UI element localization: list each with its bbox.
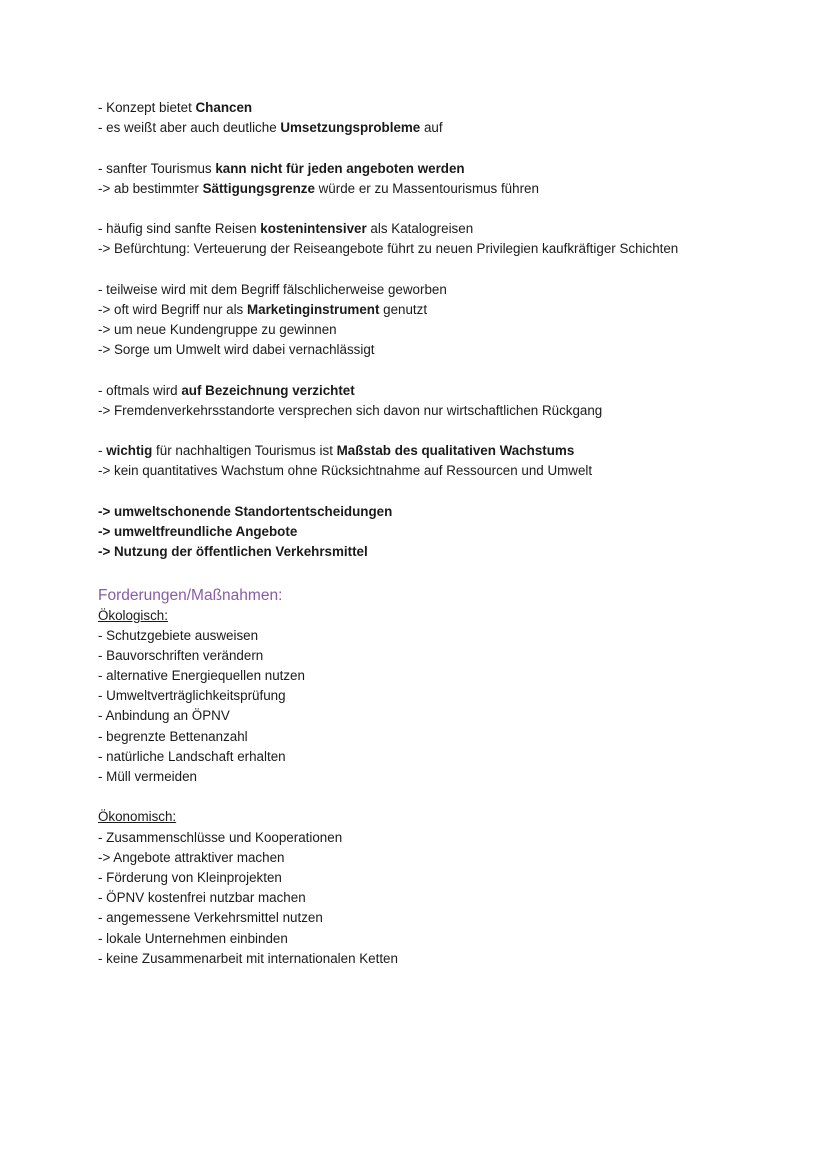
text-line	[98, 179, 778, 199]
bold-text: wichtig	[106, 443, 153, 459]
text-line	[98, 320, 778, 340]
spacer	[98, 138, 778, 158]
bold-text: Umsetzungsprobleme	[280, 120, 421, 136]
text-segment: genutzt	[379, 301, 428, 317]
subheading-oekonomisch: Ökonomisch:	[98, 809, 177, 825]
notes-blocks	[98, 98, 778, 583]
text-line	[98, 461, 778, 481]
bold-text: auf Bezeichnung verzichtet	[181, 382, 355, 398]
bold-text: Sättigungsgrenze	[202, 180, 315, 196]
bold-text: -> umweltschonende Standortentscheidungen	[98, 503, 393, 519]
spacer	[98, 360, 778, 380]
text-segment: als Katalogreisen	[366, 221, 474, 237]
spacer	[98, 482, 778, 502]
text-line	[98, 219, 778, 239]
bold-text: -> umweltfreundliche Angebote	[98, 523, 298, 539]
list-item: -> Angebote attraktiver machen	[98, 849, 285, 865]
bold-text: Maßstab des qualitativen Wachstums	[336, 443, 575, 459]
text-line	[98, 381, 778, 401]
bold-text: kostenintensiver	[260, 221, 367, 237]
oekologisch-list	[98, 626, 778, 788]
text-segment: -	[98, 443, 107, 459]
list-item: - lokale Unternehmen einbinden	[98, 930, 288, 946]
text-line	[98, 502, 778, 522]
text-segment: -> Befürchtung: Verteuerung der Reiseangebote führt zu neuen Privilegien kaufkräftiger Schichten	[98, 241, 679, 257]
text-line	[98, 300, 778, 320]
text-segment: - teilweise wird mit dem Begriff fälschlicherweise geworben	[98, 281, 447, 297]
text-line	[98, 239, 778, 259]
list-item: - natürliche Landschaft erhalten	[98, 748, 286, 764]
text-line	[98, 340, 778, 360]
section-heading-forderungen: Forderungen/Maßnahmen:	[98, 586, 283, 604]
list-item: - begrenzte Bettenanzahl	[98, 728, 248, 744]
text-segment: -> kein quantitatives Wachstum ohne Rücksichtnahme auf Ressourcen und Umwelt	[98, 463, 593, 479]
bold-text: -> Nutzung der öffentlichen Verkehrsmittel	[98, 544, 368, 560]
spacer	[98, 260, 778, 280]
text-segment: - sanfter Tourismus	[98, 160, 216, 176]
bold-text: kann nicht für jeden angeboten werden	[215, 160, 465, 176]
list-item: - angemessene Verkehrsmittel nutzen	[98, 910, 323, 926]
text-line	[98, 401, 778, 421]
text-segment: - oftmals wird	[98, 382, 182, 398]
text-segment: -> um neue Kundengruppe zu gewinnen	[98, 322, 337, 338]
list-item: - Umweltverträglichkeitsprüfung	[98, 688, 286, 704]
spacer	[98, 421, 778, 441]
spacer	[98, 787, 778, 807]
text-line	[98, 542, 778, 562]
text-segment: - es weißt aber auch deutliche	[98, 120, 281, 136]
oekonomisch-list	[98, 828, 778, 969]
list-item: - ÖPNV kostenfrei nutzbar machen	[98, 890, 306, 906]
text-segment: auf	[420, 120, 443, 136]
list-item: - keine Zusammenarbeit mit internationalen Ketten	[98, 950, 398, 966]
text-segment: -> ab bestimmter	[98, 180, 203, 196]
bold-text: Chancen	[195, 100, 253, 115]
list-item: - Schutzgebiete ausweisen	[98, 627, 259, 643]
text-segment: -> oft wird Begriff nur als	[98, 301, 247, 317]
text-segment: - Konzept bietet	[98, 100, 196, 115]
list-item: - Förderung von Kleinprojekten	[98, 869, 282, 885]
list-item: - Bauvorschriften verändern	[98, 647, 264, 663]
text-segment: für nachhaltigen Tourismus ist	[152, 443, 337, 459]
list-item: - Anbindung an ÖPNV	[98, 708, 230, 724]
spacer	[98, 562, 778, 582]
text-segment: -> Fremdenverkehrsstandorte versprechen sich davon nur wirtschaftlichen Rückgang	[98, 402, 603, 418]
text-segment: -> Sorge um Umwelt wird dabei vernachlässigt	[98, 342, 375, 358]
bold-text: Marketinginstrument	[246, 301, 380, 317]
list-item: - Zusammenschlüsse und Kooperationen	[98, 829, 343, 845]
text-line	[98, 441, 778, 461]
text-segment: - häufig sind sanfte Reisen	[98, 221, 261, 237]
text-line	[98, 118, 778, 138]
text-line	[98, 159, 778, 179]
text-segment: würde er zu Massentourismus führen	[314, 180, 539, 196]
spacer	[98, 199, 778, 219]
list-item: - Müll vermeiden	[98, 769, 197, 784]
list-item: - alternative Energiequellen nutzen	[98, 668, 305, 684]
text-line	[98, 280, 778, 300]
text-line	[98, 98, 778, 118]
text-line	[98, 522, 778, 542]
document-content	[98, 98, 778, 969]
subheading-oekologisch: Ökologisch:	[98, 607, 168, 623]
